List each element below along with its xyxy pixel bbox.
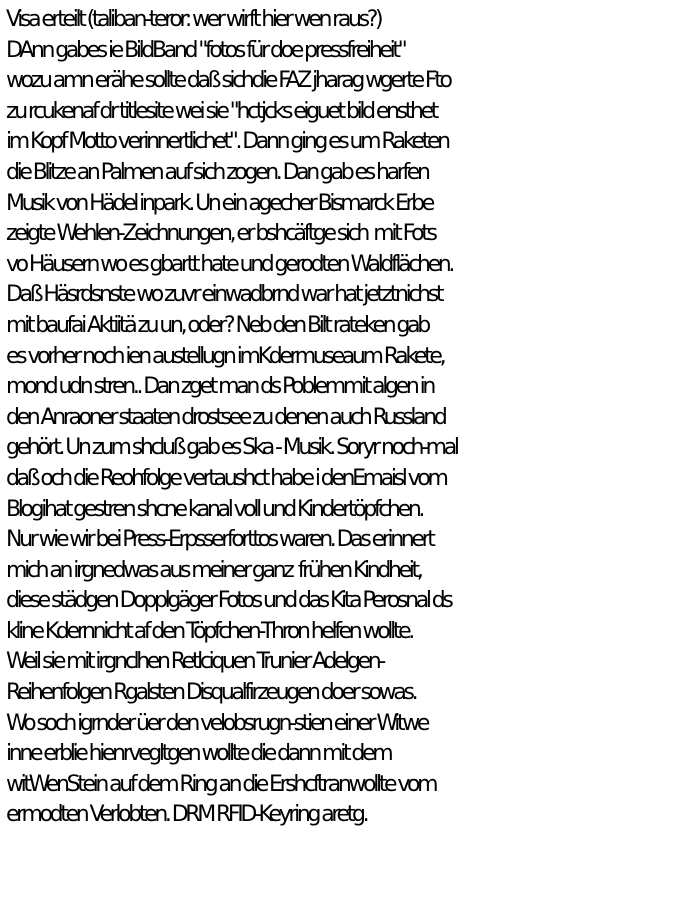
text-line: witWenStein auf dem Ring an die Ershcftranwollte vom: [6, 771, 436, 797]
text-line: im Kopf Motto verinnertlichet". Dann ging es um Raketen: [6, 129, 448, 155]
text-line: gehört. Un zum shcluß gab es Ska - Musik. Soryr noch-mal: [6, 435, 457, 461]
text-line: Nur wie wir bei Press-Erpsserforttos waren. Das erinnert: [6, 527, 433, 553]
text-line: wozu amn erähe sollte daß sichdie FAZ jharag wgerte Fto: [6, 68, 450, 94]
text-line: Wo soch igrnder üer den velobsrugn-stien einer Witwe: [6, 710, 428, 736]
text-line: mit baufai Aktiitä zu un, oder? Neb den Bilt rateken gab: [6, 312, 428, 338]
text-line: Visa erteilt (taliban-teror: wer wirft hier wen raus?): [6, 7, 381, 32]
document-body: [6, 5, 682, 831]
text-line: Weil sie mit irgnclhen Retlciquen Trunier Adelgen-: [6, 649, 383, 675]
text-line: diese städgen Dopplgäger Fotos und das Kita Perosnal ds: [6, 588, 451, 614]
text-line: Musik von Hädel inpark. Un ein agecher Bismarck Erbe: [6, 190, 432, 216]
text-line: Daß Häsrdsnste wo zuvr einwadbrnd war hat jetztnichst: [6, 282, 442, 308]
text-line: DAnn gabes ie BildBand "fotos für doe pressfreiheit": [6, 37, 405, 63]
text-line: die Blitze an Palmen auf sich zogen. Dan gab es harfen: [6, 159, 428, 185]
text-line: kline Kdernnicht af den Töpfchen-Thron helfen wollte.: [6, 618, 412, 644]
text-line: es vorher noch ien austellugn imKdermuseaum Rakete,: [6, 343, 444, 369]
text-line: mich an irgnedwas aus meiner ganz frühen Kindheit,: [6, 557, 421, 583]
text-line: mond udn stren.. Dan zget man ds Poblemmit algen in: [6, 374, 433, 400]
text-line: inne erblie hienrvegltgen wollte die dann mit dem: [6, 741, 391, 767]
text-line: den Anraoner staaten drostsee zu denen auch Russland: [6, 404, 445, 430]
text-line: zeigte Wehlen-Zeichnungen, er bshcäftge sich mit Fots: [6, 221, 435, 247]
text-line: daß och die Reohfolge vertaushct habe i denEmaisl vom: [6, 465, 446, 491]
text-line: zu rcukenaf dr titlesite wei sie "hctjcks eiguet bild ensthet: [6, 98, 437, 124]
text-line: Reihenfolgen Rgalsten Disqualfirzeugen doer sowas.: [6, 680, 416, 706]
text-line: Blogihat gestren shcne kanal voll und Kindertöpfchen.: [6, 496, 423, 522]
text-line: vo Häusern wo es gbartt hate und gerodten Waldflächen.: [6, 251, 453, 277]
text-line: ermodten Verlobten. DRM RFID-Keyring aretg.: [6, 802, 367, 828]
